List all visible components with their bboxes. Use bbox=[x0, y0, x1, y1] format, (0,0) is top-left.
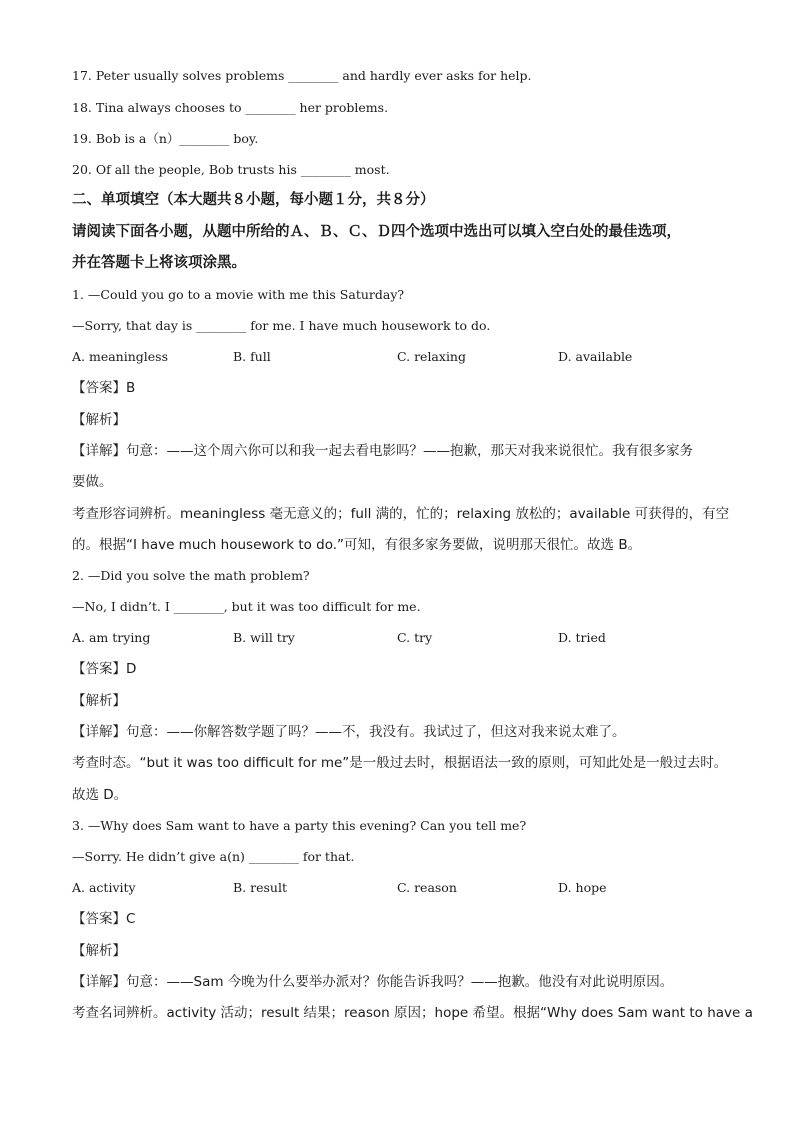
q2-option-c: C. try bbox=[397, 630, 433, 645]
q2-option-d: D. tried bbox=[558, 630, 606, 645]
fill-item-19: 19. Bob is a（n）________ boy. bbox=[72, 131, 259, 146]
q3-analysis-label: 【解析】 bbox=[72, 943, 126, 959]
q3-answer: 【答案】C bbox=[72, 911, 136, 927]
q1-detail-1: 【详解】句意：——这个周六你可以和我一起去看电影吗？——抱歉，那天对我来说很忙。我有很多家务 bbox=[72, 443, 693, 459]
q3-detail-2: 考查名词辨析。activity 活动；result 结果；reason 原因；hope 希望。根据“Why does Sam want to have a bbox=[72, 1005, 753, 1021]
fill-item-17: 17. Peter usually solves problems ________ and hardly ever asks for help. bbox=[72, 68, 532, 83]
q1-stem-2: —Sorry, that day is ________ for me. I have much housework to do. bbox=[72, 318, 491, 333]
q1-option-a: A. meaningless bbox=[72, 349, 169, 364]
q2-detail-3: 故选 D。 bbox=[72, 787, 128, 803]
q2-answer: 【答案】D bbox=[72, 661, 137, 677]
q1-answer: 【答案】B bbox=[72, 380, 136, 396]
q1-option-b: B. full bbox=[233, 349, 271, 364]
q1-detail-2: 要做。 bbox=[72, 474, 113, 490]
q1-option-c: C. relaxing bbox=[397, 349, 466, 364]
q1-detail-4: 的。根据“I have much housework to do.”可知，有很多家务要做，说明那天很忙。故选 B。 bbox=[72, 537, 642, 553]
q3-detail-1: 【详解】句意：——Sam 今晚为什么要举办派对？你能告诉我吗？——抱歉。他没有对此说明原因。 bbox=[72, 974, 674, 990]
instruction-line-1: 请阅读下面各小题，从题中所给的Ａ、Ｂ、Ｃ、Ｄ四个选项中选出可以填入空白处的最佳选项， bbox=[72, 224, 681, 240]
q3-option-b: B. result bbox=[233, 880, 287, 895]
q2-analysis-label: 【解析】 bbox=[72, 693, 126, 709]
q3-stem-2: —Sorry. He didn’t give a(n) ________ for that. bbox=[72, 849, 355, 864]
q1-analysis-label: 【解析】 bbox=[72, 412, 126, 428]
q2-stem-2: —No, I didn’t. I ________, but it was too difficult for me. bbox=[72, 599, 421, 614]
q1-stem-1: 1. —Could you go to a movie with me this Saturday? bbox=[72, 287, 405, 302]
q2-option-a: A. am trying bbox=[72, 630, 151, 645]
q3-option-c: C. reason bbox=[397, 880, 457, 895]
q3-stem-1: 3. —Why does Sam want to have a party this evening? Can you tell me? bbox=[72, 818, 527, 833]
q3-option-d: D. hope bbox=[558, 880, 607, 895]
q1-option-d: D. available bbox=[558, 349, 633, 364]
section-title: 二、单项填空（本大题共８小题，每小题１分，共８分） bbox=[72, 192, 435, 208]
q2-detail-1: 【详解】句意：——你解答数学题了吗？——不，我没有。我试过了，但这对我来说太难了。 bbox=[72, 724, 626, 740]
q1-detail-3: 考查形容词辨析。meaningless 毫无意义的；full 满的，忙的；relaxing 放松的；available 可获得的，有空 bbox=[72, 506, 730, 522]
q3-option-a: A. activity bbox=[72, 880, 136, 895]
instruction-line-2: 并在答题卡上将该项涂黑。 bbox=[72, 255, 246, 271]
fill-item-20: 20. Of all the people, Bob trusts his ________ most. bbox=[72, 162, 390, 177]
fill-item-18: 18. Tina always chooses to ________ her problems. bbox=[72, 100, 389, 115]
q2-detail-2: 考查时态。“but it was too difficult for me”是一般过去时，根据语法一致的原则，可知此处是一般过去时。 bbox=[72, 755, 728, 771]
q2-stem-1: 2. —Did you solve the math problem? bbox=[72, 568, 310, 583]
q2-option-b: B. will try bbox=[233, 630, 295, 645]
